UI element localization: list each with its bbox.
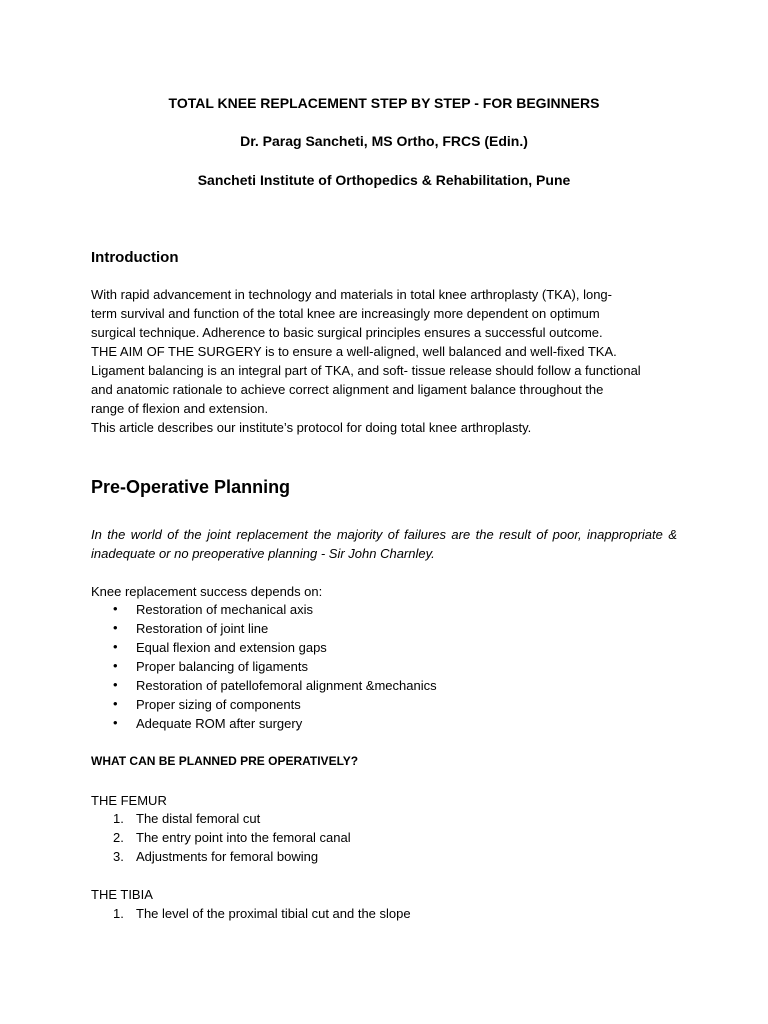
- list-number: 2.: [113, 830, 124, 845]
- list-item: The entry point into the femoral canal: [136, 830, 351, 845]
- list-item: Proper sizing of components: [136, 697, 301, 712]
- list-item: Restoration of joint line: [136, 621, 269, 636]
- bullet-marker: •: [113, 639, 118, 654]
- bullet-marker: •: [113, 696, 118, 711]
- list-item: Adequate ROM after surgery: [136, 716, 303, 731]
- introduction-line: and anatomic rationale to achieve correct alignment and ligament balance throughout the: [91, 382, 604, 397]
- bullet-marker: •: [113, 715, 118, 730]
- list-number: 3.: [113, 849, 124, 864]
- charnley-quote: In the world of the joint replacement the majority of failures are the result of poor, inappropriate & inadequate or no preoperative planning - Sir John Charnley.: [91, 527, 677, 561]
- introduction-line: Ligament balancing is an integral part of TKA, and soft- tissue release should follow a functional: [91, 363, 641, 378]
- introduction-line: range of flexion and extension.: [91, 401, 269, 416]
- preop-heading: Pre-Operative Planning: [91, 477, 291, 497]
- introduction-line: term survival and function of the total knee are increasingly more dependent on optimum: [91, 306, 600, 321]
- list-item: Restoration of patellofemoral alignment &mechanics: [136, 678, 437, 693]
- bullet-marker: •: [113, 620, 118, 635]
- list-number: 1.: [113, 811, 124, 826]
- bullet-marker: •: [113, 677, 118, 692]
- author-line: Dr. Parag Sancheti, MS Ortho, FRCS (Edin.): [240, 133, 528, 149]
- list-item: Adjustments for femoral bowing: [136, 849, 319, 864]
- institute-line: Sancheti Institute of Orthopedics & Rehabilitation, Pune: [197, 172, 571, 188]
- plan-heading: WHAT CAN BE PLANNED PRE OPERATIVELY?: [91, 754, 359, 768]
- list-item: The distal femoral cut: [136, 811, 261, 826]
- list-number: 1.: [113, 906, 124, 921]
- list-item: Equal flexion and extension gaps: [136, 640, 327, 655]
- femur-heading: THE FEMUR: [91, 793, 167, 808]
- introduction-line: With rapid advancement in technology and materials in total knee arthroplasty (TKA), long-: [91, 287, 612, 302]
- list-item: Restoration of mechanical axis: [136, 602, 314, 617]
- success-intro: Knee replacement success depends on:: [91, 584, 323, 599]
- list-item: Proper balancing of ligaments: [136, 659, 308, 674]
- document-title: TOTAL KNEE REPLACEMENT STEP BY STEP - FOR BEGINNERS: [168, 95, 600, 111]
- introduction-line: surgical technique. Adherence to basic surgical principles ensures a successful outcome.: [91, 325, 603, 340]
- tibia-heading: THE TIBIA: [91, 887, 153, 902]
- introduction-line: This article describes our institute’s protocol for doing total knee arthroplasty.: [91, 420, 532, 435]
- introduction-line: THE AIM OF THE SURGERY is to ensure a well-aligned, well balanced and well-fixed TKA.: [91, 344, 617, 359]
- list-item: The level of the proximal tibial cut and the slope: [136, 906, 411, 921]
- bullet-marker: •: [113, 658, 118, 673]
- introduction-heading: Introduction: [91, 249, 179, 266]
- bullet-marker: •: [113, 601, 118, 616]
